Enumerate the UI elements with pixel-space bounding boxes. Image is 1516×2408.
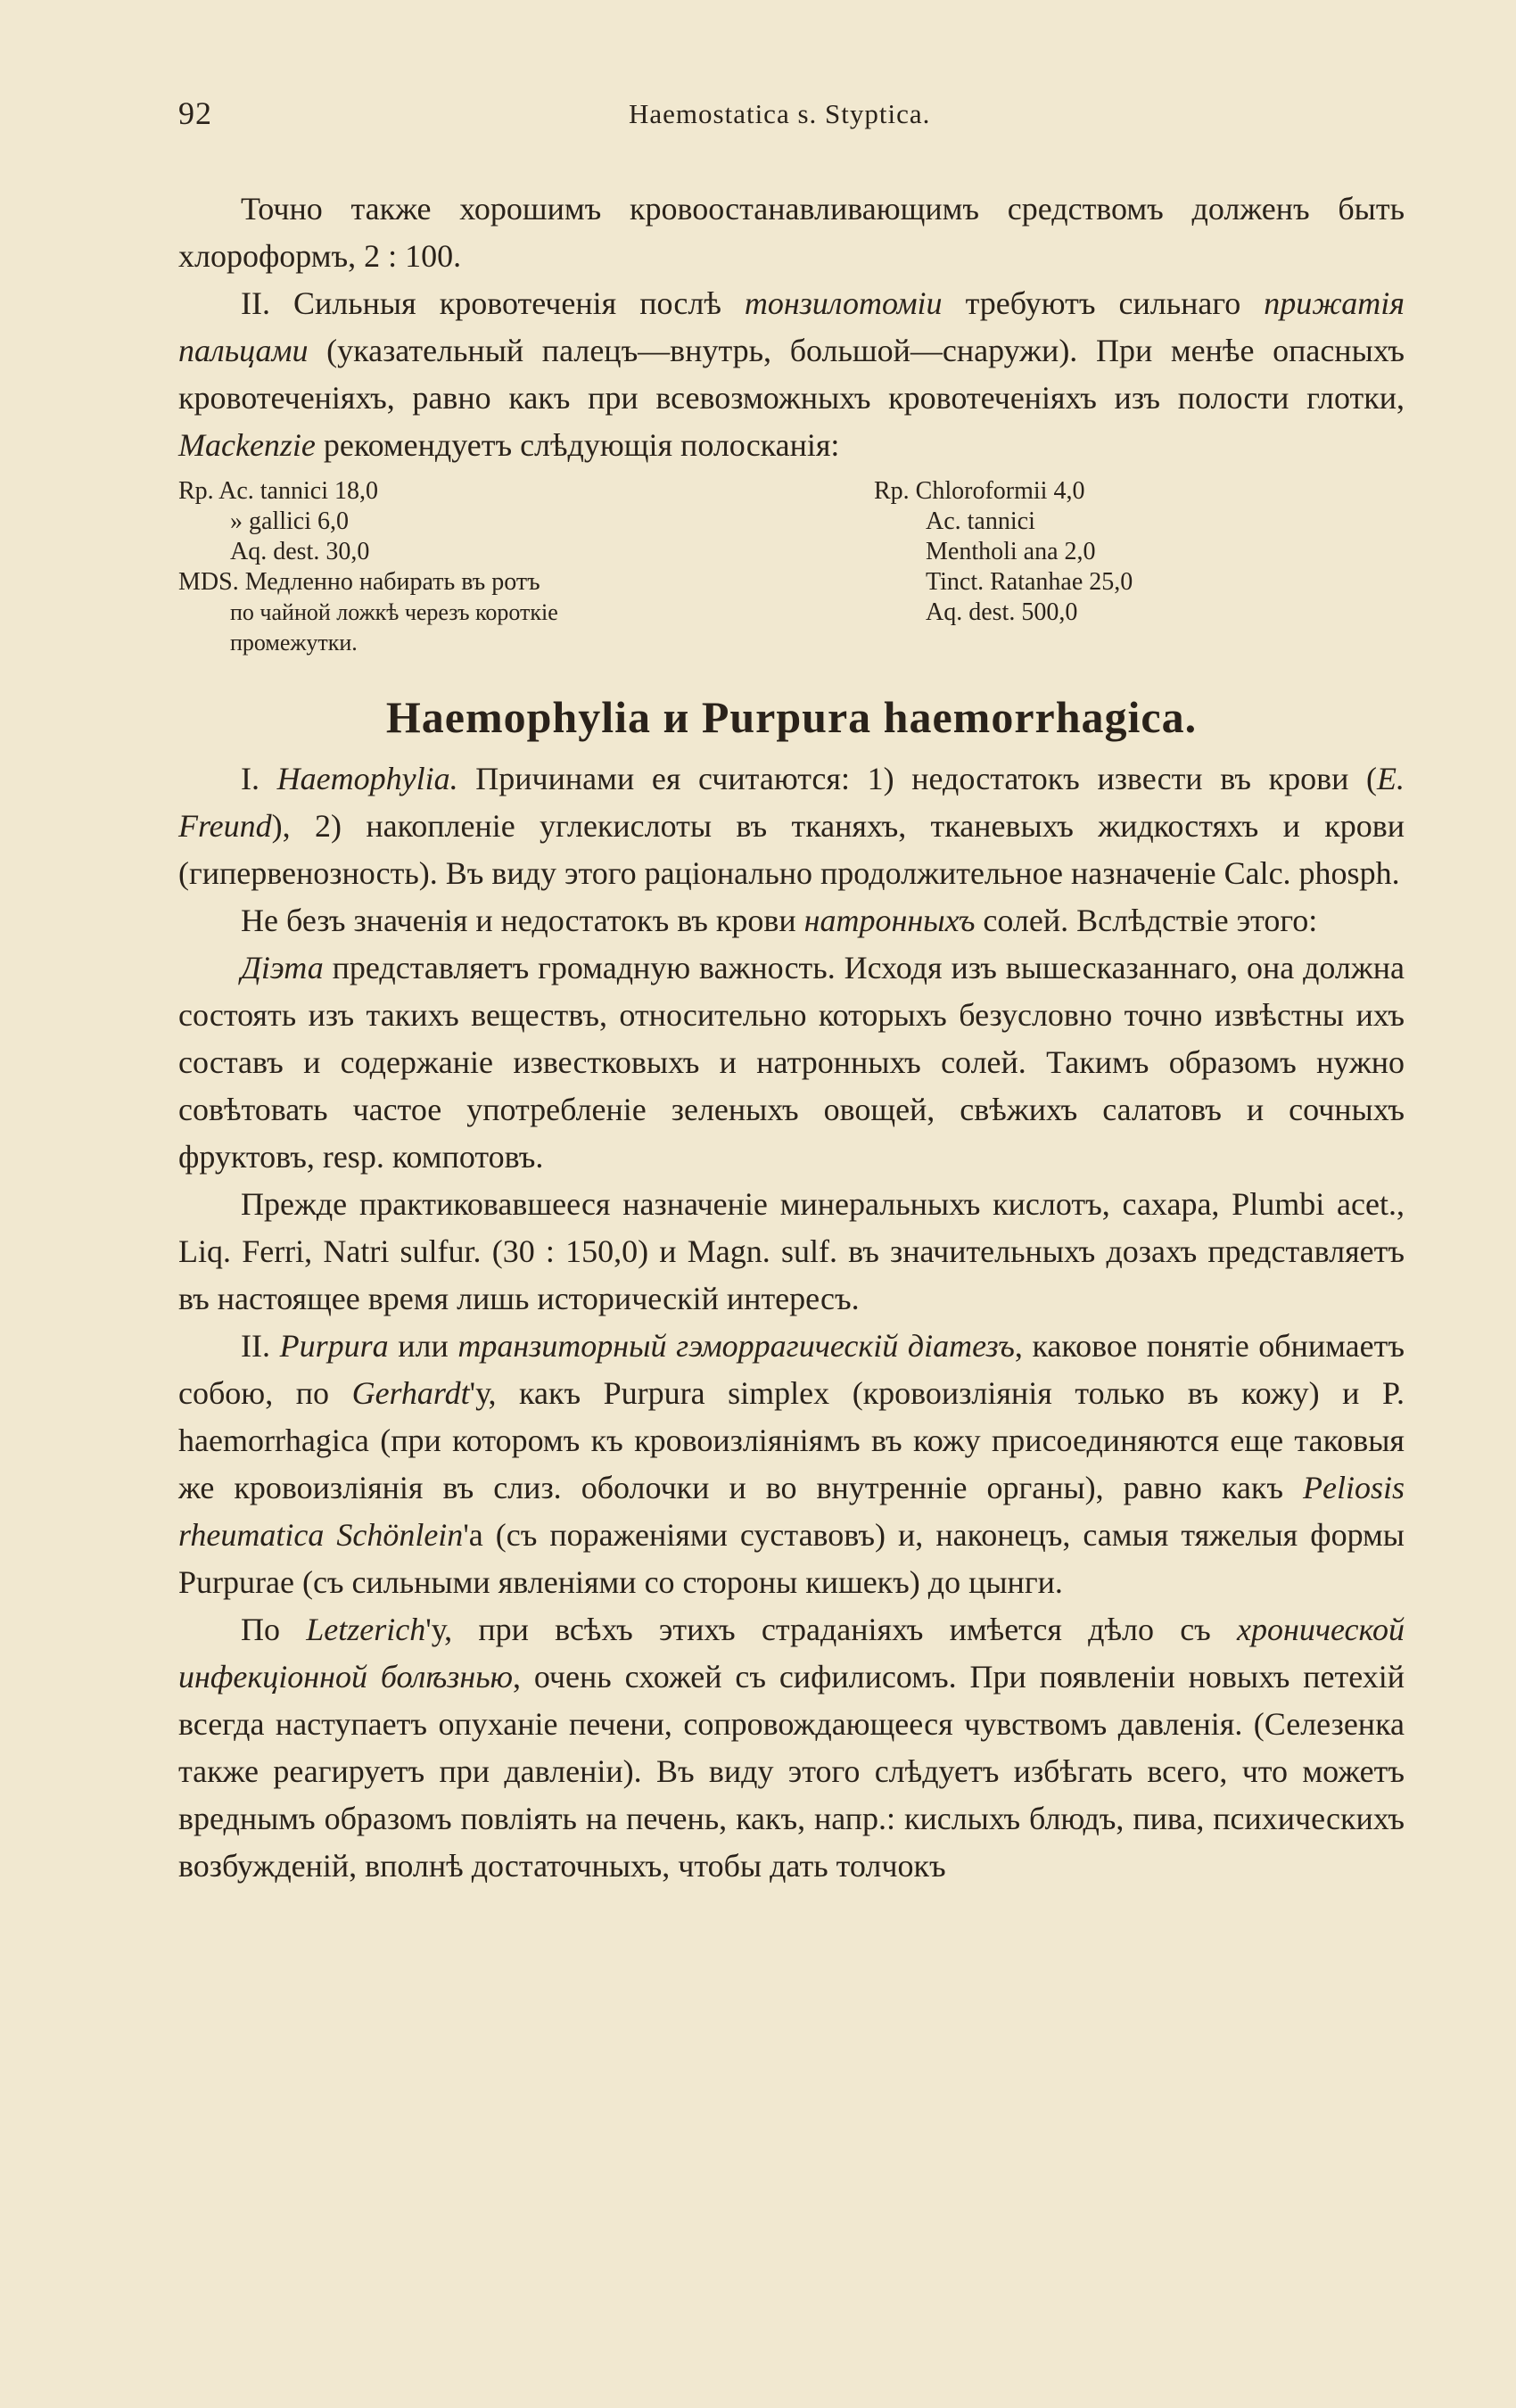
text-run: Не безъ значенія и недостатокъ въ крови	[241, 903, 804, 938]
emphasis: Haemophylia.	[276, 761, 458, 796]
paragraph-tonsillotomy	[178, 280, 1405, 469]
paragraph-purpura	[178, 1323, 1405, 1606]
text-run: , каковое понятіе обнимаетъ собою, по	[178, 1328, 1405, 1411]
rx-line: Aq. dest. 30,0	[230, 538, 370, 565]
page	[178, 89, 1405, 1890]
emphasis: Peliosis rheumatica Schönlein	[178, 1470, 1405, 1553]
author-name: Gerhardt	[351, 1375, 470, 1411]
rx-line: Aq. dest. 500,0	[926, 598, 1078, 626]
emphasis: натронныхъ	[803, 903, 976, 938]
author-name: Letzerich	[306, 1612, 426, 1647]
paragraph-natron	[178, 897, 1405, 944]
text-run: II. Сильныя кровотеченія послѣ	[241, 285, 745, 321]
running-title: Haemostatica s. Styptica.	[629, 98, 931, 129]
text-run: (указательный палецъ—внутрь, большой—снаружи). При менѣе опасныхъ кровотеченіяхъ, равно какъ при всевозможныхъ кровотеченіяхъ изъ полости глотки,	[178, 333, 1405, 416]
page-number: 92	[178, 95, 212, 131]
emphasis: Purpura	[279, 1328, 389, 1364]
paragraph-letzerich	[178, 1606, 1405, 1890]
section-title: Haemophylia и Purpura haemorrhagica.	[385, 692, 1198, 742]
text-run: представляетъ громадную важность. Исходя изъ вышесказаннаго, она должна состоять изъ такихъ веществъ, относительно которыхъ безусловно точно извѣстны ихъ составъ и содержаніе известковыхъ и натронныхъ солей. Такимъ образомъ нужно совѣтовать частое употребленіе зеленыхъ овощей, свѣжихъ салатовъ и сочныхъ фруктовъ, resp. компотовъ.	[178, 950, 1405, 1175]
emphasis: Діэта	[241, 950, 324, 985]
text-run: солей. Вслѣдствіе этого:	[975, 903, 1318, 938]
rx-line: » gallici 6,0	[230, 507, 349, 535]
text-run: 'у, какъ Purpura simplex (кровоизліянія только въ кожу) и P. haemorrhagica (при которомъ къ кровоизліяніямъ въ кожу присоединяются еще таковыя же кровоизліянія въ слиз. оболочки и во внутренніе органы), равно какъ	[178, 1375, 1405, 1505]
text-run: или	[388, 1328, 458, 1364]
rx-line: Tinct. Ratanhae 25,0	[926, 568, 1133, 596]
running-head	[178, 89, 1405, 143]
prescription-left	[178, 476, 758, 658]
body-text	[178, 186, 1405, 1890]
emphasis: прижатія пальцами	[178, 285, 1405, 368]
text-run: 'а (съ пораженіями суставовъ) и, наконецъ, самыя тяжелыя формы Purpurae (съ сильными явленіями со стороны кишекъ) до цынги.	[178, 1517, 1405, 1600]
emphasis: транзиторный гэморрагическій діатезъ	[457, 1328, 1015, 1364]
text-run: , очень схожей съ сифилисомъ. При появленіи новыхъ петехій всегда наступаетъ опуханіе печени, сопровождающееся чувствомъ давленія. (Селезенка также реагируетъ при давленіи). Въ виду этого слѣдуетъ избѣгать всего, что можетъ вреднымъ образомъ повліять на печень, какъ, напр.: кислыхъ блюдъ, пива, психическихъ возбужденій, вполнѣ достаточныхъ, чтобы дать толчокъ	[178, 1659, 1405, 1884]
text-run: 'у, при всѣхъ этихъ страданіяхъ имѣется дѣло съ	[425, 1612, 1238, 1647]
text-run: ), 2) накопленіе углекислоты въ тканяхъ, тканевыхъ жидкостяхъ и крови (гипервенозность). Въ виду этого раціонально продолжительное назначеніе Calc. phosph.	[178, 808, 1405, 891]
text-run: I.	[241, 761, 277, 796]
emphasis: хронической инфекціонной болѣзнью	[178, 1612, 1405, 1695]
prescriptions	[178, 476, 1405, 664]
rx-line: по чайной ложкѣ черезъ короткіе	[230, 599, 558, 625]
text-run: рекомендуетъ слѣдующія полосканія:	[315, 427, 840, 463]
author-name: Mackenzie	[178, 427, 316, 463]
text-run: По	[241, 1612, 307, 1647]
rx-line: промежутки.	[230, 630, 358, 656]
prescription-right	[874, 476, 1409, 628]
rx-line: MDS. Медленно набирать въ ротъ	[178, 568, 540, 596]
text-run: II.	[241, 1328, 280, 1364]
text-run: требуютъ сильнаго	[942, 285, 1265, 321]
rx-line: Mentholi ana 2,0	[926, 538, 1096, 565]
paragraph-diet	[178, 944, 1405, 1181]
rx-line: Rp. Ac. tannici 18,0	[178, 477, 378, 505]
paragraph-chloroform: Точно также хорошимъ кровоостанавливающимъ средствомъ долженъ быть хлороформъ, 2 : 100.	[178, 191, 1405, 274]
paragraph-history: Прежде практиковавшееся назначеніе минеральныхъ кислотъ, сахара, Plumbi acet., Liq. Ferri, Natri sulfur. (30 : 150,0) и Magn. sulf. въ значительныхъ дозахъ представляетъ въ настоящее время лишь историческій интересъ.	[178, 1186, 1405, 1316]
paragraph-haemophylia	[178, 755, 1405, 897]
author-name: E. Freund	[178, 761, 1405, 844]
rx-line: Rp. Chloroformii 4,0	[874, 477, 1085, 505]
emphasis: тонзилотоміи	[744, 285, 943, 321]
text-run: Причинами ея считаются: 1) недостатокъ извести въ крови (	[457, 761, 1377, 796]
rx-line: Ac. tannici	[926, 507, 1035, 535]
